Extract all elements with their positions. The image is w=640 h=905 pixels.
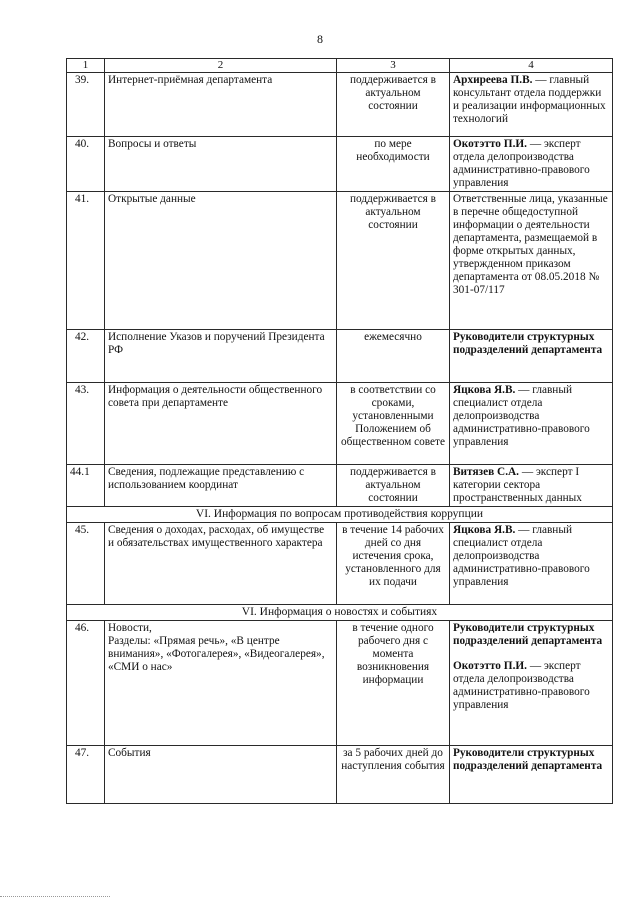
- table-header-row: [67, 59, 613, 73]
- responsible-name: Витязев С.А.: [453, 466, 519, 478]
- row-period: по мере необходимости: [337, 137, 450, 192]
- row-title: Информация о деятельности общественного совета при департаменте: [105, 383, 337, 465]
- responsible-name: Яцкова Я.В.: [453, 384, 516, 396]
- row-number: 39.: [67, 73, 105, 137]
- row-number: 42.: [67, 330, 105, 383]
- row-number: 45.: [67, 523, 105, 605]
- row-number: 41.: [67, 192, 105, 330]
- responsible-position: — главный специалист отдела делопроизводства административно-правового управления: [453, 384, 590, 448]
- row-period: за 5 рабочих дней до наступления события: [337, 746, 450, 804]
- row-period: поддерживается в актуальном состоянии: [337, 73, 450, 137]
- responsible-position: — эксперт отдела делопроизводства административно-правового управления: [453, 138, 590, 189]
- responsible-name: Руководители структурных подразделений департамента: [453, 622, 603, 647]
- row-number: 46.: [67, 621, 105, 746]
- row-responsible: [450, 621, 613, 746]
- row-responsible: [450, 330, 613, 383]
- section-title: VI. Информация о новостях и событиях: [67, 605, 613, 621]
- responsible-name: Архиреева П.В.: [453, 74, 533, 86]
- row-period: ежемесячно: [337, 330, 450, 383]
- responsible-name: Окотэтто П.И.: [453, 660, 528, 672]
- page-number: 8: [317, 32, 323, 46]
- row-responsible: [450, 746, 613, 804]
- row-responsible: [450, 523, 613, 605]
- table-row-45: [67, 523, 613, 605]
- responsible-name: Руководители структурных подразделений департамента: [453, 331, 603, 356]
- table-row-43: [67, 383, 613, 465]
- row-title: Открытые данные: [105, 192, 337, 330]
- responsible-name: Яцкова Я.В.: [453, 524, 516, 536]
- row-period: в течение одного рабочего дня с момента возникновения информации: [337, 621, 450, 746]
- responsible-name: Руководители структурных подразделений департамента: [453, 747, 603, 772]
- section-row-anticorruption: [67, 507, 613, 523]
- row-responsible: [450, 383, 613, 465]
- header-col-3: 3: [337, 59, 450, 73]
- section-title: VI. Информация по вопросам противодействия коррупции: [67, 507, 613, 523]
- responsible-position: — главный специалист отдела делопроизводства административно-правового управления: [453, 524, 590, 588]
- table-row-47: [67, 746, 613, 804]
- responsible-name: Окотэтто П.И.: [453, 138, 528, 150]
- responsible-position: Ответственные лица, указанные в перечне общедоступной информации о деятельности департамента, размещаемой в форме открытых данных, утвержденном приказом департамента от 08.05.2018 № 301-07/117: [453, 193, 608, 296]
- row-title: Новости, Разделы: «Прямая речь», «В центре внимания», «Фотогалерея», «Видеогалерея», «СМИ о нас»: [105, 621, 337, 746]
- row-number: 47.: [67, 746, 105, 804]
- row-responsible: [450, 73, 613, 137]
- row-title: Вопросы и ответы: [105, 137, 337, 192]
- row-title: Сведения о доходах, расходах, об имуществе и обязательствах имущественного характера: [105, 523, 337, 605]
- row-period: в соответствии со сроками, установленными Положением об общественном совете: [337, 383, 450, 465]
- header-col-4: 4: [450, 59, 613, 73]
- row-title: Интернет-приёмная департамента: [105, 73, 337, 137]
- row-responsible: [450, 137, 613, 192]
- header-col-1: 1: [67, 59, 105, 73]
- row-period: поддерживается в актуальном состоянии: [337, 465, 450, 507]
- table-row-42: [67, 330, 613, 383]
- row-title: Исполнение Указов и поручений Президента РФ: [105, 330, 337, 383]
- row-period: в течение 14 рабочих дней со дня истечения срока, установленного для их подачи: [337, 523, 450, 605]
- row-number: 43.: [67, 383, 105, 465]
- footer-divider: [0, 896, 110, 897]
- header-col-2: 2: [105, 59, 337, 73]
- row-title: События: [105, 746, 337, 804]
- responsible-position: — эксперт отдела делопроизводства административно-правового управления: [453, 660, 590, 711]
- responsible-position: — эксперт I категории сектора пространственных данных: [453, 466, 582, 504]
- row-title: Сведения, подлежащие представлению с использованием координат: [105, 465, 337, 507]
- table-row-40: [67, 137, 613, 192]
- information-table: [66, 58, 613, 804]
- row-responsible: [450, 465, 613, 507]
- spacer: [453, 648, 609, 660]
- row-responsible: [450, 192, 613, 330]
- table-row-46: [67, 621, 613, 746]
- row-period: поддерживается в актуальном состоянии: [337, 192, 450, 330]
- responsible-position: — главный консультант отдела поддержки и реализации информационных технологий: [453, 74, 606, 125]
- table-row-39: [67, 73, 613, 137]
- row-number: 44.1: [67, 465, 105, 507]
- table-row-41: [67, 192, 613, 330]
- row-number: 40.: [67, 137, 105, 192]
- table-row-44-1: [67, 465, 613, 507]
- section-row-news: [67, 605, 613, 621]
